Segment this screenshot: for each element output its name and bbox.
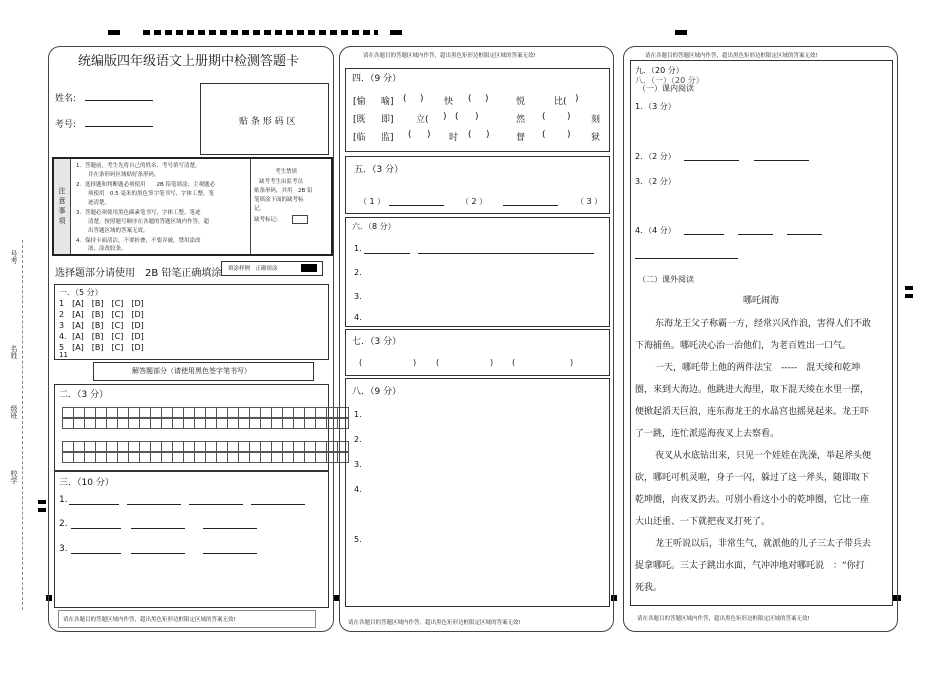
notice-item: 须使用 0.5 毫米的黑色签字笔书写，字体工整，笔: [88, 191, 214, 197]
notice-item: 2．选择题和判断题必须使用 2B 铅笔填涂；主观题必: [76, 182, 216, 188]
answer-line[interactable]: [754, 151, 809, 161]
notice-label: 注意事项: [58, 187, 66, 227]
notice-item: 出答题区域的答案无效。: [88, 228, 149, 234]
reading-item: 1．（3 分）: [635, 102, 676, 111]
section4-item: ): [420, 94, 424, 104]
section7-item: ): [570, 358, 574, 367]
section6-item: 1.: [354, 244, 362, 253]
subjective-hint: 解答题部分（请使用黑色签字笔书写）: [132, 367, 251, 375]
timing-mark: [38, 500, 46, 504]
story-paragraph: 龙王听说以后，非常生气，就派他的儿子三太子带兵去捉拿哪吒。三太子跳出水面，气冲冲地对哪吒说 ：“你打死我。: [635, 539, 872, 593]
answer-line[interactable]: [203, 544, 257, 554]
section4-item: 监]: [381, 133, 394, 143]
absent-line: 记。: [254, 206, 266, 212]
answer-line[interactable]: [131, 519, 185, 529]
answer-line[interactable]: [418, 244, 594, 254]
choice-extra: 11: [59, 351, 68, 359]
section4-item: ): [575, 94, 579, 104]
section4-item: 狱: [591, 133, 601, 143]
section4-box: [345, 68, 610, 152]
answer-line[interactable]: [69, 495, 119, 505]
choice-row[interactable]: 4．[A] [B] [C] [D]: [59, 332, 144, 341]
section7-box: [345, 329, 610, 376]
fill-example-label: 填涂样例 正确填涂: [228, 266, 278, 272]
reading-item: 4．（4 分）: [635, 226, 676, 235]
section7-item: (: [436, 358, 440, 367]
answer-line[interactable]: [364, 244, 410, 254]
answer-line[interactable]: [71, 544, 121, 554]
story-paragraph: 东海龙王父子称霸一方，经常兴风作浪，害得人们不敢下海捕鱼。哪吒决心治一治他们，为老百姓出一口气。: [635, 319, 872, 351]
answer-line[interactable]: [389, 196, 444, 206]
notice-item: 3．答题必须使用黑色碳素笔书写，字体工整、笔迹: [76, 210, 201, 216]
section4-item: 然: [516, 115, 526, 125]
section5-item: （ 3 ）: [576, 197, 603, 206]
section4-item: (: [403, 94, 407, 104]
section7-item: ): [413, 358, 417, 367]
answer-line[interactable]: [684, 225, 724, 235]
section4-title: 四．（9 分）: [352, 74, 402, 84]
column-top-note: 请在各题目的答题区域内作答，超出黑色矩形边框限定区域的答案无效!: [363, 53, 536, 59]
absent-mark-label: 缺考标记:: [254, 217, 278, 223]
section4-item: ): [475, 112, 479, 122]
answer-line[interactable]: [635, 249, 738, 259]
notice-item: 清楚。按照题号顺序在各题的答题区域内作答，超: [88, 219, 210, 225]
section4-item: (: [542, 130, 546, 140]
section8-box: [345, 378, 610, 607]
absent-title: 考生禁填: [275, 169, 298, 175]
answer-line[interactable]: [131, 544, 185, 554]
story-paragraph: 一天，哪吒带上他的两件法宝 ----- 混天绫和乾坤圈，来到大海边。他跳进大海里，取下混天绫在水里一摆，便掀起滔天巨浪，连东海龙王的水晶宫也摇晃起来。龙王吓了一跳，连忙派巡海夜叉上去察看。: [635, 363, 870, 439]
column-top-note: 请在各题目的答题区域内作答，超出黑色矩形边框限定区域的答案无效!: [645, 53, 818, 59]
section4-item: 快: [444, 97, 454, 107]
section8-item: 4.: [354, 485, 362, 494]
footer-note-box: [343, 615, 607, 627]
exam-id-label: 考号:: [55, 120, 77, 130]
absent-cell: [250, 159, 330, 254]
footer-note: 请在各题目的答题区域内作答，超出黑色矩形边框限定区域的答案无效!: [63, 617, 236, 623]
reading-item: 3．（2 分）: [635, 177, 676, 186]
section4-item: 立(: [416, 115, 429, 125]
sidebar-id-label: 号考: [10, 250, 18, 264]
footer-note-box: [58, 610, 316, 628]
section6-item: 4.: [354, 313, 362, 322]
section8-item: 1.: [354, 410, 362, 419]
section4-item: 刻: [591, 115, 601, 125]
answer-line[interactable]: [738, 225, 773, 235]
timing-mark: [38, 508, 46, 512]
section9-title: 九．（20 分）: [635, 66, 684, 75]
answer-line[interactable]: [189, 495, 243, 505]
notice-label-cell: [54, 159, 71, 254]
part2-title: （二）课外阅读: [638, 275, 694, 284]
section4-item: ): [443, 112, 447, 122]
section4-item: [既: [353, 115, 366, 125]
timing-mark: [108, 30, 120, 35]
sidebar-school-label: 校学: [10, 470, 18, 484]
section5-item: （ 1 ）: [359, 197, 386, 206]
answer-line[interactable]: [127, 495, 181, 505]
section9-box: [630, 60, 893, 606]
answer-line-label: 2.: [59, 519, 68, 529]
choice-row[interactable]: 1 [A] [B] [C] [D]: [59, 299, 144, 308]
section6-box: [345, 217, 610, 327]
notice-item: 4．保持卡面清洁，不要折叠，不要弄破，禁用涂改: [76, 238, 201, 244]
section3-box: [54, 470, 329, 608]
absent-line: 缺考考生由监考员: [259, 179, 304, 185]
absent-line: 笔填涂下面的缺考标: [254, 197, 304, 203]
name-field[interactable]: [85, 91, 153, 101]
sidebar-name-label: 名姓: [10, 345, 18, 359]
section1-box: [54, 284, 329, 360]
section8-item: 5.: [354, 535, 362, 544]
section4-item: [愉: [353, 97, 366, 107]
timing-mark: [905, 286, 913, 290]
notice-item: 迹清楚。: [88, 200, 111, 206]
choice-row[interactable]: 3 [A] [B] [C] [D]: [59, 321, 144, 330]
fill-example-swatch: [301, 264, 317, 272]
section7-item: (: [359, 358, 363, 367]
name-label: 姓名:: [55, 94, 77, 104]
timing-mark: [905, 294, 913, 298]
absent-line: 贴条形码，并用 2B 铅: [254, 188, 313, 194]
answer-line[interactable]: [684, 151, 739, 161]
part1-title: （一）课内阅读: [638, 84, 694, 93]
section7-item: ): [490, 358, 494, 367]
answer-line-label: 3.: [59, 544, 68, 554]
section8-item: 3.: [354, 460, 362, 469]
story-title: 哪吒闹海: [743, 296, 780, 306]
footer-note: 请在各题目的答题区域内作答，超出黑色矩形边框限定区域的答案无效!: [637, 616, 810, 622]
binding-line: [22, 240, 23, 610]
character-grid-row[interactable]: [62, 451, 348, 463]
section7-title: 七．（3 分）: [352, 337, 402, 347]
section4-item: 时: [449, 133, 459, 143]
notice-box: [52, 157, 333, 256]
section5-item: （ 2 ）: [461, 197, 488, 206]
section6-item: 3.: [354, 292, 362, 301]
barcode-area: [200, 83, 329, 155]
page-title: 统编版四年级语文上册期中检测答题卡: [78, 54, 300, 69]
exam-id-field[interactable]: [85, 117, 153, 127]
footer-note: 请在各题目的答题区域内作答，超出黑色矩形边框限定区域的答案无效!: [348, 620, 521, 626]
section4-item: ): [486, 130, 490, 140]
section2-title: 二．（3 分）: [59, 390, 109, 400]
section6-item: 2.: [354, 268, 362, 277]
absent-mark-box[interactable]: [292, 215, 308, 224]
choice-row[interactable]: 2 [A] [B] [C] [D]: [59, 310, 144, 319]
character-grid-row[interactable]: [62, 417, 348, 429]
sidebar-class-label: 级班: [10, 405, 18, 419]
answer-line[interactable]: [503, 196, 558, 206]
notice-item: 1．答题前，考生先将自己的姓名、考号填写清楚，: [76, 163, 201, 169]
timing-mark: [675, 30, 687, 35]
answer-line[interactable]: [203, 519, 257, 529]
section8-overlap: 八．（一）（20 分）: [635, 76, 704, 85]
section4-item: ): [567, 130, 571, 140]
answer-line[interactable]: [251, 495, 305, 505]
fill-example-box: [221, 261, 323, 276]
timing-mark: [390, 30, 402, 35]
section6-title: 六．（8 分）: [352, 222, 396, 231]
section4-item: (: [542, 112, 546, 122]
section4-item: 喻]: [381, 97, 394, 107]
section7-item: (: [512, 358, 516, 367]
answer-line[interactable]: [71, 519, 121, 529]
answer-line-label: 1.: [59, 495, 68, 505]
section4-item: 比(: [554, 97, 567, 107]
section5-box: [345, 156, 610, 214]
section8-title: 八．（9 分）: [352, 387, 402, 397]
barcode-label: 贴 条 形 码 区: [239, 117, 296, 127]
section4-item: (: [455, 112, 459, 122]
section4-item: 督: [516, 133, 526, 143]
section3-title: 三．（10 分）: [59, 478, 114, 488]
footer-note-box: [632, 612, 890, 624]
section5-title: 五．（3 分）: [354, 165, 404, 175]
section4-item: [临: [353, 133, 366, 143]
fill-hint: 选择题部分请使用 2B 铅笔正确填涂: [55, 268, 222, 279]
story-paragraph: 夜叉从水底钻出来，只见一个娃娃在洗澡，举起斧头便砍，哪吒可机灵啦，身子一闪，躲过了这一斧头，随即取下乾坤圈，向夜叉扔去。可别小看这小小的乾坤圈，它比一座大山还重、一下就把夜叉打死了。: [635, 451, 872, 527]
section8-item: 2.: [354, 435, 362, 444]
section2-box: [54, 384, 329, 472]
subjective-hint-box: [93, 362, 314, 381]
section4-item: (: [468, 130, 472, 140]
section4-item: 悦: [516, 97, 526, 107]
section1-title: 一．（5 分）: [59, 288, 103, 297]
timing-dashes: [143, 30, 378, 35]
section4-item: (: [408, 130, 412, 140]
section4-item: 即]: [381, 115, 394, 125]
section4-item: ): [485, 94, 489, 104]
reading-item: 2．（2 分）: [635, 152, 676, 161]
notice-item: 液、涂改胶条。: [88, 246, 127, 252]
choice-row[interactable]: 5 [A] [B] [C] [D]: [59, 343, 144, 352]
section4-item: ): [427, 130, 431, 140]
section4-item: (: [468, 94, 472, 104]
answer-line[interactable]: [787, 225, 822, 235]
notice-item: 并在条形码区域贴好条形码。: [88, 172, 160, 178]
section4-item: ): [567, 112, 571, 122]
